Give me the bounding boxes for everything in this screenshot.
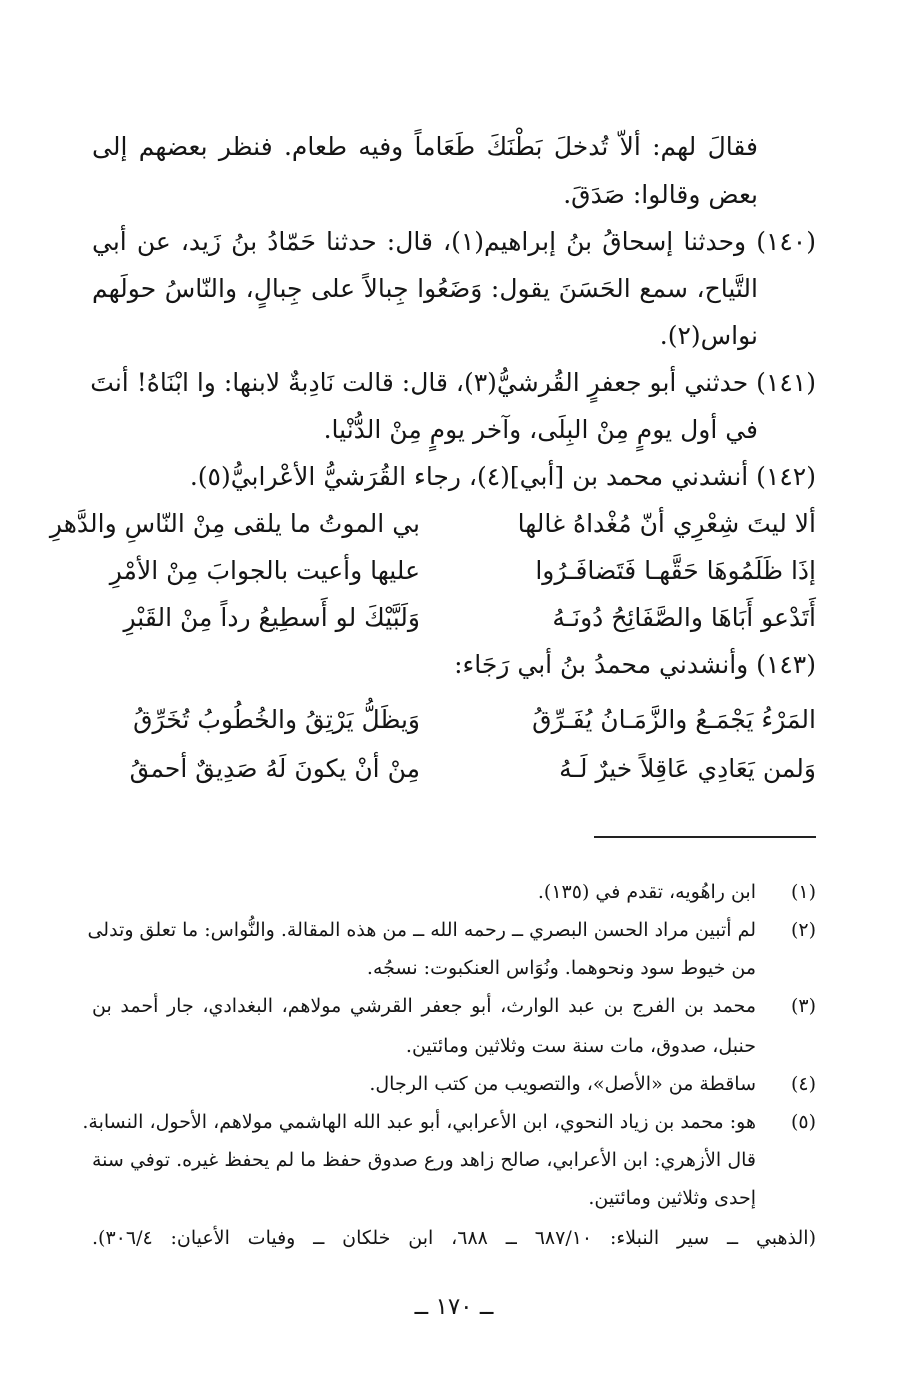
footnote-number: (٥)	[790, 1111, 816, 1133]
footnote-text: من خيوط سود ونحوهما. ونُوَاس العنكبوت: نسجُه.	[366, 957, 756, 979]
paragraph-142-line: (١٤٢) أنشدني محمد بن [أبي](٤)، رجاء القُرَشيُّ الأعْرابيُّ(٥).	[189, 462, 816, 491]
footnote-text: إحدى وثلاثين ومائتين.	[588, 1187, 756, 1209]
poem-hemistich-right: ألا ليتَ شِعْرِي أنّ مُغْداهُ غالها	[517, 509, 816, 538]
poem-hemistich-left: وَلَبَّيْكَ لو أَسطِيعُ رداً مِنْ القَبْرِ	[123, 603, 420, 632]
footnote-separator	[594, 836, 816, 838]
body-line: بعض وقالوا: صَدَقَ.	[563, 180, 758, 209]
footnote-number: (١)	[790, 881, 816, 903]
paragraph-143-line: (١٤٣) وأنشدني محمدُ بنُ أبي رَجَاء:	[454, 650, 816, 679]
poem-hemistich-left: مِنْ أنْ يكونَ لَهُ صَدِيقٌ أحمقُ	[129, 754, 420, 783]
page-number: ــ ١٧٠ ــ	[414, 1294, 494, 1320]
footnote-text: قال الأزهري: ابن الأعرابي، صالح زاهد ورع صدوق حفظ ما لم يحفظ غيره. توفي سنة	[92, 1149, 756, 1171]
poem-hemistich-left: وَيظَلُّ يَرْتِقُ والخُطُوبُ تُخَرِّقُ	[133, 705, 420, 734]
footnote-number: (٤)	[790, 1073, 816, 1095]
body-line: فقالَ لهم: ألاّ تُدخلَ بَطْنَكَ طَعَاماً وفيه طعام. فنظر بعضهم إلى	[92, 132, 758, 161]
footnote-number: (٣)	[790, 995, 816, 1017]
footnote-text: هو: محمد بن زياد النحوي، ابن الأعرابي، أبو عبد الله الهاشمي مولاهم، الأحول، النسابة.	[82, 1111, 756, 1133]
poem-hemistich-right: أَتَدْعو أَبَاهَا والصَّفَائِحُ دُونَـهُ	[552, 603, 816, 632]
poem-hemistich-left: بي الموتُ ما يلقى مِنْ النّاسِ والدَّهرِ	[49, 509, 420, 538]
paragraph-140-line: (١٤٠) وحدثنا إسحاقُ بنُ إبراهيم(١)، قال: حدثنا حَمّادُ بنُ زَيد، عن أبي	[92, 227, 817, 256]
poem-hemistich-left: عليها وأعيت بالجوابَ مِنْ الأمْرِ	[109, 556, 420, 585]
footnote-reference: (الذهبي ــ سير النبلاء: ٦٨٧/١٠ ــ ٦٨٨، ابن خلكان ــ وفيات الأعيان: ٣٠٦/٤).	[92, 1227, 816, 1249]
poem-hemistich-right: إذَا ظَلَمُوهَا حَقَّهـا فَتَضافَـرُوا	[535, 556, 816, 585]
footnote-number: (٢)	[790, 919, 816, 941]
paragraph-141-line: (١٤١) حدثني أبو جعفرٍ القُرشيُّ(٣)، قال: قالت نَادِبةٌ لابنها: وا ابْنَاهُ! أنتَ	[90, 368, 816, 397]
footnote-text: محمد بن الفرج بن عبد الوارث، أبو جعفر القرشي مولاهم، البغدادي، جار أحمد بن	[92, 995, 756, 1017]
poem-hemistich-right: وَلمن يَعَادِي عَاقِلاً خيرٌ لَـهُ	[559, 754, 816, 783]
paragraph-141-line: في أول يومٍ مِنْ البِلَى، وآخر يومٍ مِنْ الدُّنْيا.	[323, 415, 758, 444]
footnote-text: ابن راهُويه، تقدم في (١٣٥).	[537, 881, 756, 903]
footnote-text: حنبل، صدوق، مات سنة ست وثلاثين ومائتين.	[405, 1035, 756, 1057]
footnote-text: ساقطة من «الأصل»، والتصويب من كتب الرجال.	[369, 1073, 756, 1095]
footnote-text: لم أتبين مراد الحسن البصري ــ رحمه الله ــ من هذه المقالة. والنُّواس: ما تعلق وتدلى	[87, 919, 756, 941]
paragraph-140-line: نواس(٢).	[659, 321, 758, 350]
poem-hemistich-right: المَرْءُ يَجْمَـعُ والزَّمَـانُ يُفَـرِّقُ	[532, 705, 816, 734]
paragraph-140-line: التَّياح، سمع الحَسَنَ يقول: وَضَعُوا جِبالاً على جِبالٍ، والنّاسُ حولَهم	[92, 274, 758, 303]
